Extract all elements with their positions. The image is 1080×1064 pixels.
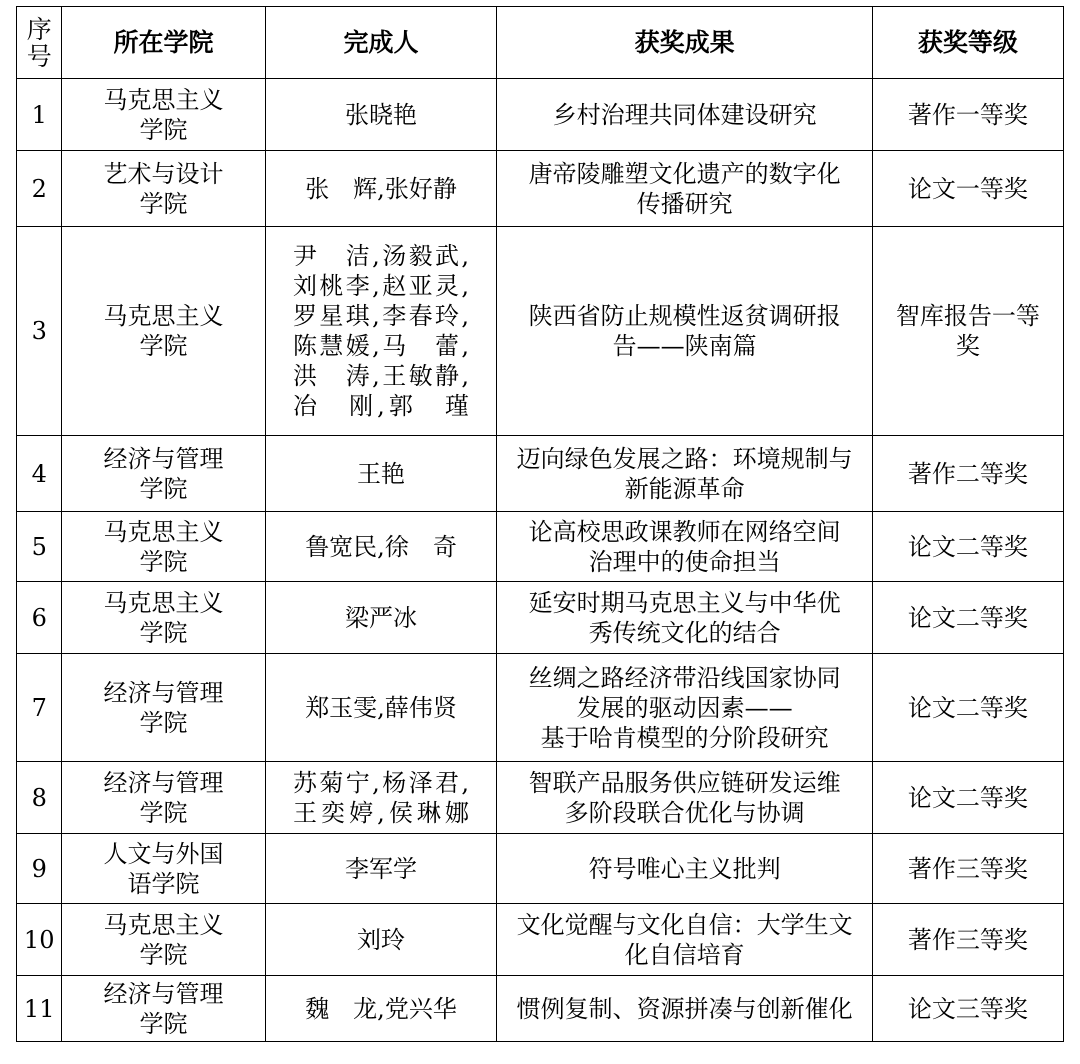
row-college — [62, 762, 265, 834]
table-row — [17, 904, 1064, 976]
row-index — [17, 976, 62, 1042]
row-college-text: 马克思主义 学院 — [103, 85, 224, 144]
row-college — [62, 79, 265, 151]
row-college — [62, 904, 265, 976]
row-level-text: 著作一等奖 — [907, 100, 1028, 129]
row-index — [17, 79, 62, 151]
row-work-text: 乡村治理共同体建设研究 — [552, 100, 817, 129]
table-row — [17, 512, 1064, 582]
table-body — [17, 79, 1064, 1042]
header-row — [17, 7, 1064, 79]
header-people: 完成人 — [265, 7, 497, 79]
row-college — [62, 436, 265, 512]
row-people-text: 梁严冰 — [345, 603, 417, 632]
row-level — [872, 227, 1063, 436]
row-work — [497, 762, 872, 834]
row-work-text: 论高校思政课教师在网络空间 治理中的使命担当 — [528, 517, 841, 576]
row-work-text: 智联产品服务供应链研发运维 多阶段联合优化与协调 — [528, 768, 841, 827]
row-people-text: 魏 龙,党兴华 — [305, 994, 457, 1023]
row-people-text: 王艳 — [357, 459, 405, 488]
header-college: 所在学院 — [62, 7, 265, 79]
row-index — [17, 582, 62, 654]
row-people — [265, 436, 497, 512]
row-work-text: 符号唯心主义批判 — [588, 854, 781, 883]
row-index-text: 8 — [31, 783, 47, 812]
awards-table — [16, 6, 1064, 1042]
table-row — [17, 227, 1064, 436]
row-work — [497, 79, 872, 151]
row-people — [265, 227, 497, 436]
row-index-text: 7 — [31, 693, 47, 722]
row-people-text: 李军学 — [345, 854, 417, 883]
row-work — [497, 512, 872, 582]
header-level: 获奖等级 — [872, 7, 1063, 79]
row-level-text: 论文二等奖 — [907, 532, 1028, 561]
table-row — [17, 79, 1064, 151]
row-college-text: 人文与外国 语学院 — [103, 839, 224, 898]
row-level-text: 论文二等奖 — [907, 693, 1028, 722]
row-work-text: 唐帝陵雕塑文化遗产的数字化 传播研究 — [528, 159, 841, 218]
row-college — [62, 227, 265, 436]
row-index — [17, 512, 62, 582]
row-college — [62, 582, 265, 654]
row-work-text: 丝绸之路经济带沿线国家协同 发展的驱动因素—— 基于哈肯模型的分阶段研究 — [528, 663, 841, 752]
row-work — [497, 834, 872, 904]
header-index: 序 号 — [17, 7, 62, 79]
table-row — [17, 976, 1064, 1042]
row-index-text: 5 — [31, 532, 47, 561]
row-level-text: 智库报告一等 奖 — [895, 302, 1040, 360]
row-level — [872, 904, 1063, 976]
row-work-text: 文化觉醒与文化自信：大学生文 化自信培育 — [516, 910, 853, 969]
row-level — [872, 79, 1063, 151]
row-level — [872, 151, 1063, 227]
table-row — [17, 582, 1064, 654]
row-index-text: 9 — [31, 854, 47, 883]
header-work: 获奖成果 — [497, 7, 872, 79]
row-college-text: 马克思主义 学院 — [103, 910, 224, 969]
row-people-text: 张晓艳 — [345, 100, 417, 129]
row-college-text: 艺术与设计 学院 — [103, 159, 224, 218]
row-work-text: 迈向绿色发展之路：环境规制与 新能源革命 — [516, 444, 853, 503]
row-people — [265, 582, 497, 654]
row-level-text: 著作三等奖 — [907, 925, 1028, 954]
row-work — [497, 151, 872, 227]
row-people — [265, 976, 497, 1042]
row-level — [872, 976, 1063, 1042]
row-index — [17, 227, 62, 436]
table-row — [17, 151, 1064, 227]
row-college-text: 经济与管理 学院 — [103, 768, 224, 827]
row-college — [62, 512, 265, 582]
row-college-text: 马克思主义 学院 — [103, 588, 224, 647]
row-people — [265, 654, 497, 762]
row-people — [265, 151, 497, 227]
row-people-text: 刘玲 — [357, 925, 405, 954]
row-level — [872, 512, 1063, 582]
row-level — [872, 834, 1063, 904]
row-index — [17, 654, 62, 762]
row-work — [497, 904, 872, 976]
row-index — [17, 762, 62, 834]
row-college — [62, 976, 265, 1042]
row-people-text: 张 辉,张好静 — [305, 174, 457, 203]
row-level-text: 著作二等奖 — [907, 459, 1028, 488]
row-work — [497, 976, 872, 1042]
row-work — [497, 436, 872, 512]
row-level-text: 著作三等奖 — [907, 854, 1028, 883]
row-index — [17, 151, 62, 227]
row-level — [872, 654, 1063, 762]
row-level-text: 论文一等奖 — [907, 174, 1028, 203]
row-index-text: 1 — [31, 100, 47, 129]
row-index — [17, 436, 62, 512]
row-people — [265, 79, 497, 151]
row-people-text: 尹 洁,汤毅武, 刘桃李,赵亚灵, 罗星琪,李春玲, 陈慧媛,马 蕾, 洪 涛,王敏静, 冶 刚,郭 瑾 — [293, 242, 469, 420]
row-people-text: 鲁宽民,徐 奇 — [305, 532, 457, 561]
row-level — [872, 582, 1063, 654]
row-college — [62, 834, 265, 904]
row-index — [17, 834, 62, 904]
row-work-text: 陕西省防止规模性返贫调研报 告——陕南篇 — [528, 302, 841, 360]
row-college-text: 经济与管理 学院 — [103, 444, 224, 503]
row-college-text: 经济与管理 学院 — [103, 979, 224, 1038]
row-people — [265, 512, 497, 582]
row-index-text: 6 — [31, 603, 47, 632]
row-college — [62, 151, 265, 227]
table-row — [17, 834, 1064, 904]
table-row — [17, 762, 1064, 834]
row-college-text: 经济与管理 学院 — [103, 678, 224, 737]
row-level — [872, 436, 1063, 512]
row-index-text: 10 — [23, 925, 55, 954]
row-work — [497, 227, 872, 436]
row-index-text: 4 — [31, 459, 47, 488]
row-level — [872, 762, 1063, 834]
row-people-text: 苏菊宁,杨泽君, 王奕婷,侯琳娜 — [293, 768, 469, 827]
row-work-text: 延安时期马克思主义与中华优 秀传统文化的结合 — [528, 588, 841, 647]
table-row — [17, 436, 1064, 512]
row-college-text: 马克思主义 学院 — [103, 302, 224, 360]
row-level-text: 论文二等奖 — [907, 783, 1028, 812]
row-college-text: 马克思主义 学院 — [103, 517, 224, 576]
table-row — [17, 654, 1064, 762]
row-level-text: 论文三等奖 — [907, 994, 1028, 1023]
row-people — [265, 834, 497, 904]
row-index-text: 3 — [31, 317, 47, 345]
row-people-text: 郑玉雯,薛伟贤 — [305, 693, 457, 722]
row-people — [265, 904, 497, 976]
row-work — [497, 582, 872, 654]
row-work — [497, 654, 872, 762]
row-people — [265, 762, 497, 834]
row-index-text: 2 — [31, 174, 47, 203]
row-work-text: 惯例复制、资源拼凑与创新催化 — [516, 994, 853, 1023]
row-college — [62, 654, 265, 762]
row-index-text: 11 — [23, 994, 55, 1023]
row-index — [17, 904, 62, 976]
row-level-text: 论文二等奖 — [907, 603, 1028, 632]
